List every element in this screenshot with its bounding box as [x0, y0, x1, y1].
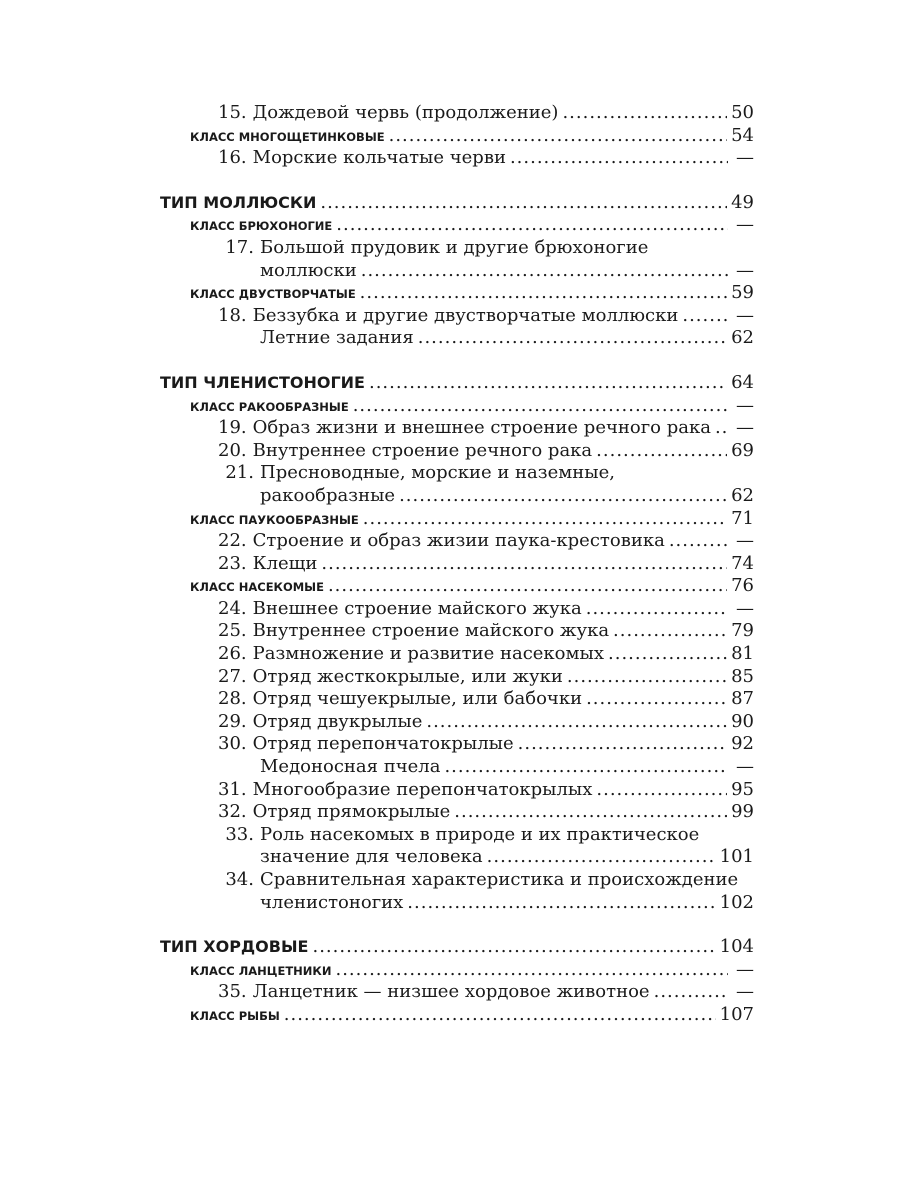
phylum-heading: ТИП ЧЛЕНИСТОНОГИЕ — [160, 372, 365, 392]
page-number: 79 — [731, 620, 754, 642]
dot-leader — [444, 756, 728, 779]
page-number: — — [736, 304, 754, 326]
class-heading: КЛАСС РЫБЫ — [190, 1008, 280, 1023]
dot-leader — [518, 733, 727, 756]
class-heading: КЛАСС ПАУКООБРАЗНЫЕ — [190, 512, 359, 527]
dot-leader — [596, 779, 727, 802]
lesson-title: Морские кольчатые черви — [252, 147, 506, 169]
dot-leader — [682, 305, 728, 328]
lesson-title: Роль насекомых в природе и их практическое — [260, 823, 700, 845]
lesson-number: 27. — [218, 665, 247, 687]
dot-leader — [586, 598, 728, 621]
lesson-title: Отряд прямокрылые — [252, 801, 451, 823]
dot-leader — [715, 417, 728, 440]
lesson-number: 30. — [218, 733, 247, 755]
toc-entry-lesson — [160, 981, 754, 1004]
lesson-title: Сравнительная характеристика и происхождение — [260, 869, 739, 890]
toc-entry-lesson — [160, 237, 754, 260]
toc-entry-lesson — [160, 553, 754, 576]
lesson-title: Летние задания — [260, 327, 414, 349]
page-number: — — [736, 981, 754, 1003]
page-number: — — [736, 147, 754, 169]
page-number: 92 — [731, 733, 754, 755]
toc-entry-phylum — [160, 372, 754, 395]
page-number: — — [736, 394, 754, 416]
lesson-title: Пресноводные, морские и наземные, — [260, 462, 615, 484]
lesson-number: 29. — [218, 710, 247, 732]
lesson-title: Образ жизни и внешнее строение речного рака — [252, 417, 711, 439]
lesson-title: Многообразие перепончатокрылых — [252, 778, 593, 800]
page-number: 49 — [731, 191, 754, 213]
lesson-number: 28. — [218, 688, 247, 710]
lesson-number: 33. — [225, 823, 254, 845]
class-heading: КЛАСС ЛАНЦЕТНИКИ — [190, 963, 332, 978]
toc-entry-lesson — [160, 824, 754, 847]
toc-entry-lesson — [160, 779, 754, 802]
toc-entry-class — [160, 282, 754, 305]
dot-leader — [510, 147, 728, 170]
lesson-number: 23. — [218, 552, 247, 574]
toc-entry-lesson — [160, 620, 754, 643]
toc-entry-class — [160, 959, 754, 982]
toc-entry-lesson — [160, 530, 754, 553]
toc-entry-lesson — [160, 598, 754, 621]
lesson-title: Отряд чешуекрылые, или бабочки — [252, 688, 583, 710]
page-number: — — [736, 958, 754, 980]
toc-entry-sub — [160, 756, 754, 779]
lesson-number: 34. — [225, 869, 254, 890]
lesson-number: 15. — [218, 102, 247, 123]
dot-leader — [608, 643, 727, 666]
toc-entry-lesson — [160, 102, 754, 125]
lesson-title: Размножение и развитие насекомых — [252, 643, 604, 665]
lesson-title: Дождевой червь (продолжение) — [252, 102, 559, 123]
lesson-title: Большой прудовик и другие брюхоногие — [260, 236, 649, 258]
toc-entry-lesson — [160, 733, 754, 756]
dot-leader — [613, 620, 727, 643]
toc-entry-lesson — [160, 711, 754, 734]
page-number: 76 — [731, 575, 754, 597]
page-number: 99 — [731, 801, 754, 823]
page-number: 64 — [731, 371, 754, 393]
dot-leader — [335, 959, 728, 982]
dot-leader — [360, 282, 727, 305]
dot-leader — [418, 327, 727, 350]
class-heading: КЛАСС ДВУСТВОРЧАТЫЕ — [190, 287, 356, 302]
toc-entry-class — [160, 1004, 754, 1027]
page-number: — — [736, 214, 754, 236]
dot-leader — [361, 260, 728, 283]
toc-entry-class — [160, 575, 754, 598]
page-number: 101 — [719, 846, 754, 868]
page-number: 87 — [731, 688, 754, 710]
page-number: — — [736, 597, 754, 619]
page-number: — — [736, 259, 754, 281]
page-number: 54 — [731, 124, 754, 146]
dot-leader — [487, 846, 716, 869]
class-heading: КЛАСС НАСЕКОМЫЕ — [190, 580, 324, 595]
section-gap — [160, 350, 754, 372]
lesson-number: 16. — [218, 147, 247, 169]
toc-entry-lesson — [160, 417, 754, 440]
toc-entry-class — [160, 508, 754, 531]
dot-leader — [321, 553, 727, 576]
toc-entry-continuation — [160, 892, 754, 915]
toc-entry-lesson — [160, 801, 754, 824]
dot-leader — [328, 575, 727, 598]
page-number: 90 — [731, 710, 754, 732]
page-number: 85 — [731, 665, 754, 687]
section-gap — [160, 914, 754, 936]
dot-leader — [369, 372, 727, 395]
class-heading: КЛАСС БРЮХОНОГИЕ — [190, 219, 333, 234]
dot-leader — [567, 666, 727, 689]
page-number: — — [736, 756, 754, 778]
lesson-title: Внутреннее строение речного рака — [252, 439, 593, 461]
lesson-title: Строение и образ жизии паука-крестовика — [252, 530, 665, 552]
toc-entry-phylum — [160, 936, 754, 959]
toc-entry-lesson — [160, 147, 754, 170]
dot-leader — [312, 936, 715, 959]
page-number: 50 — [731, 102, 754, 123]
lesson-number: 25. — [218, 620, 247, 642]
dot-leader — [596, 440, 727, 463]
dot-leader — [389, 125, 728, 148]
toc-entry-lesson — [160, 869, 754, 892]
toc-entry-lesson — [160, 643, 754, 666]
lesson-title: Отряд жесткокрылые, или жуки — [252, 665, 563, 687]
class-heading: КЛАСС РАКООБРАЗНЫЕ — [190, 399, 349, 414]
page-number: 102 — [719, 891, 754, 913]
phylum-heading: ТИП ХОРДОВЫЕ — [160, 937, 309, 957]
lesson-number: 20. — [218, 439, 247, 461]
dot-leader — [336, 214, 728, 237]
toc-entry-lesson — [160, 305, 754, 328]
lesson-number: 24. — [218, 597, 247, 619]
lesson-number: 31. — [218, 778, 247, 800]
table-of-contents — [160, 102, 754, 1027]
page-number: — — [736, 417, 754, 439]
lesson-title-continued: членистоногих — [260, 891, 404, 913]
class-heading: КЛАСС МНОГОЩЕТИНКОВЫЕ — [190, 129, 385, 144]
lesson-number: 35. — [218, 981, 247, 1003]
page-number: — — [736, 530, 754, 552]
dot-leader — [407, 892, 715, 915]
lesson-number: 21. — [225, 462, 254, 484]
toc-entry-phylum — [160, 192, 754, 215]
page-number: 81 — [731, 643, 754, 665]
page-number: 62 — [731, 327, 754, 349]
toc-entry-lesson — [160, 666, 754, 689]
lesson-number: 18. — [218, 304, 247, 326]
section-gap — [160, 170, 754, 192]
page-number: 69 — [731, 439, 754, 461]
toc-entry-lesson — [160, 688, 754, 711]
lesson-title-continued: ракообразные — [260, 484, 396, 506]
toc-entry-lesson — [160, 462, 754, 485]
toc-entry-class — [160, 125, 754, 148]
lesson-number: 17. — [225, 236, 254, 258]
dot-leader — [353, 395, 728, 418]
lesson-number: 26. — [218, 643, 247, 665]
lesson-title: Отряд перепончатокрылые — [252, 733, 514, 755]
lesson-title: Беззубка и другие двустворчатые моллюски — [252, 304, 679, 326]
lesson-title: Ланцетник — низшее хордовое животное — [252, 981, 650, 1003]
page-number: 95 — [731, 778, 754, 800]
dot-leader — [669, 530, 728, 553]
toc-entry-continuation — [160, 846, 754, 869]
page-number: 74 — [731, 552, 754, 574]
dot-leader — [562, 102, 727, 125]
toc-entry-sub — [160, 327, 754, 350]
page-number: 71 — [731, 507, 754, 529]
lesson-title: Медоносная пчела — [260, 756, 441, 778]
dot-leader — [399, 485, 727, 508]
lesson-title: Внешнее строение майского жука — [252, 597, 582, 619]
lesson-title: Отряд двукрылые — [252, 710, 423, 732]
toc-entry-continuation — [160, 485, 754, 508]
lesson-number: 22. — [218, 530, 247, 552]
toc-entry-class — [160, 395, 754, 418]
page-number: 104 — [719, 936, 754, 958]
page-number: 59 — [731, 282, 754, 304]
lesson-number: 32. — [218, 801, 247, 823]
dot-leader — [654, 981, 728, 1004]
toc-entry-lesson — [160, 440, 754, 463]
lesson-number: 19. — [218, 417, 247, 439]
dot-leader — [320, 192, 727, 215]
dot-leader — [284, 1004, 716, 1027]
page-number: 62 — [731, 484, 754, 506]
phylum-heading: ТИП МОЛЛЮСКИ — [160, 192, 317, 212]
lesson-title: Клещи — [252, 552, 318, 574]
toc-entry-continuation — [160, 260, 754, 283]
lesson-title-continued: значение для человека — [260, 846, 483, 868]
lesson-title: Внутреннее строение майского жука — [252, 620, 610, 642]
page-number: 107 — [719, 1003, 754, 1025]
toc-entry-class — [160, 214, 754, 237]
dot-leader — [586, 688, 727, 711]
dot-leader — [426, 711, 727, 734]
dot-leader — [454, 801, 727, 824]
dot-leader — [363, 508, 727, 531]
lesson-title-continued: моллюски — [260, 259, 357, 281]
